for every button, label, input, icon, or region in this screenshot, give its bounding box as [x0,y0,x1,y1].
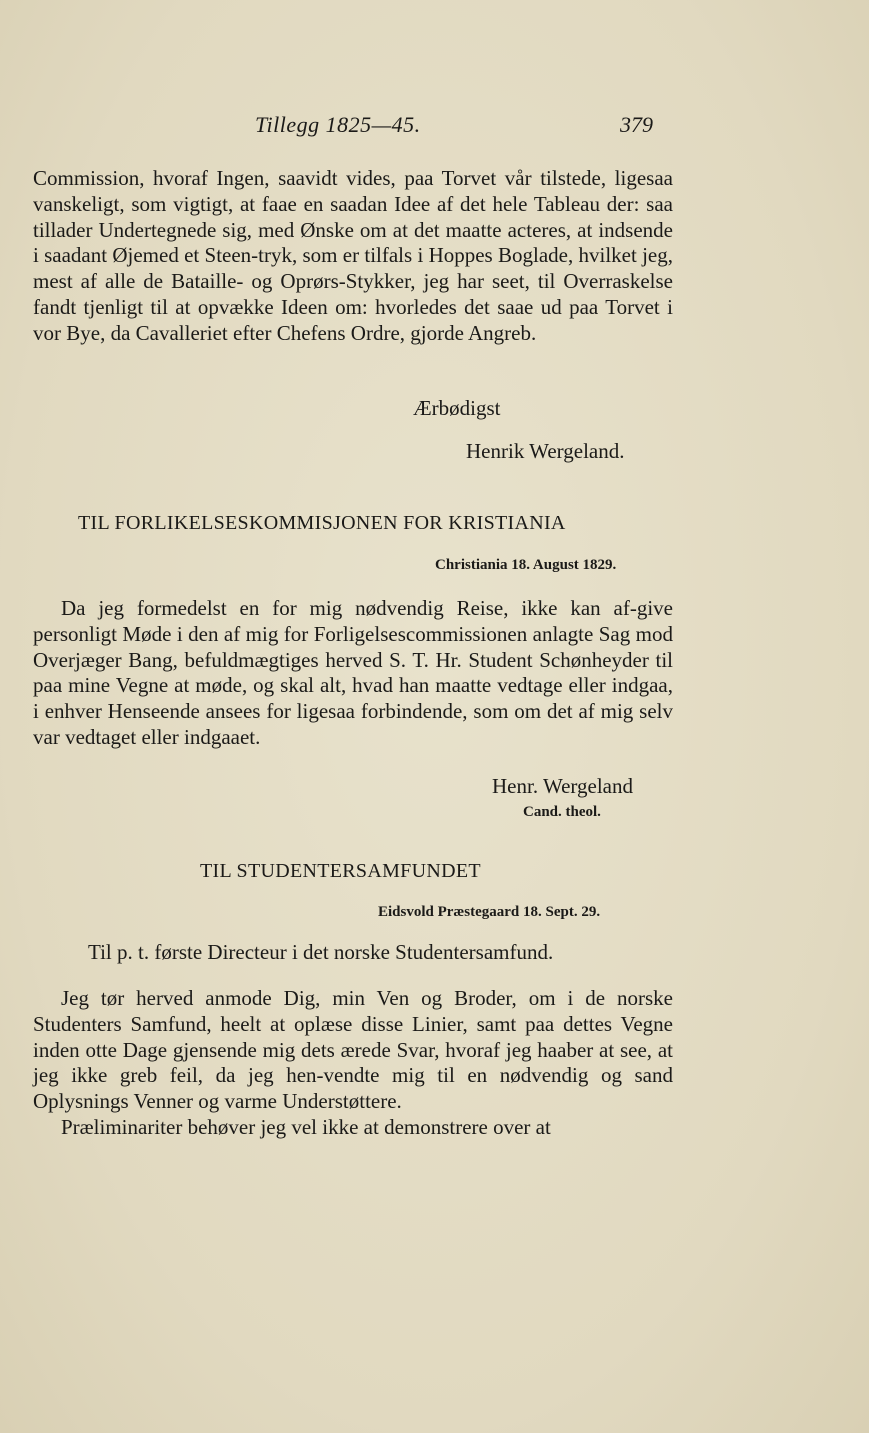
letter-paragraph: Jeg tør herved anmode Dig, min Ven og Broder, om i de norske Studenters Samfund, heelt at oplæse disse Linier, samt paa dettes Vegne inden otte Dage gjensende mig dets ærede Svar, hvoraf jeg haaber at see, at jeg ikke greb feil, da jeg hen-vendte mig til en nødvendig og sand Oplysnings Venner og varme Understøttere. [33,986,673,1114]
section-heading-forlikelseskommisjonen: TIL FORLIKELSESKOMMISJONEN FOR KRISTIANIA [78,512,566,534]
letter-continuation [33,166,673,347]
letter-body [33,596,673,751]
signature: Henr. Wergeland [492,774,633,798]
letter-paragraph: Præliminariter behøver jeg vel ikke at demonstrere over at [61,1114,551,1139]
running-title: Tillegg 1825—45. [255,112,421,137]
dateline: Eidsvold Præstegaard 18. Sept. 29. [378,904,601,920]
letter-paragraph: Da jeg formedelst en for mig nødvendig Reise, ikke kan af-give personligt Møde i den af mig for Forligelsescommissionen anlagte Sag mod Overjæger Bang, befuldmægtiges herved S. T. Hr. Student Schønheyder til paa mine Vegne at møde, og skal alt, hvad han maatte vedtage eller indgaa, i enhver Henseende ansees for ligesaa forbindende, som om det af mig selv var vedtaget eller indgaaet. [33,596,673,749]
closing-salutation: Ærbødigst [413,396,501,420]
page-header [0,112,869,142]
signature-title: Cand. theol. [523,804,601,820]
signature: Henrik Wergeland. [466,439,625,463]
dateline: Christiania 18. August 1829. [435,557,617,573]
letter-continuation-body: Commission, hvoraf Ingen, saavidt vides, paa Torvet vår tilstede, ligesaa vanskeligt, som vigtigt, at faae en saadan Idee af det hele Tableau der: saa tillader Undertegnede sig, med Ønske om at det maatte acteres, at indsende i saadant Øjemed et Steen-tryk, som er tilfals i Hoppes Boglade, hvilket jeg, mest af alle de Bataille- og Oprørs-Stykker, jeg har seet, til Overraskelse fandt tjenligt til at opvække Ideen om: hvorledes det saae ud paa Torvet i vor Bye, da Cavalleriet efter Chefens Ordre, gjorde Angreb. [33,166,673,345]
section-heading-studentersamfundet: TIL STUDENTERSAMFUNDET [200,860,481,882]
page-number: 379 [620,112,653,137]
letter-address: Til p. t. første Directeur i det norske Studentersamfund. [88,940,554,964]
letter-body [33,986,673,1141]
